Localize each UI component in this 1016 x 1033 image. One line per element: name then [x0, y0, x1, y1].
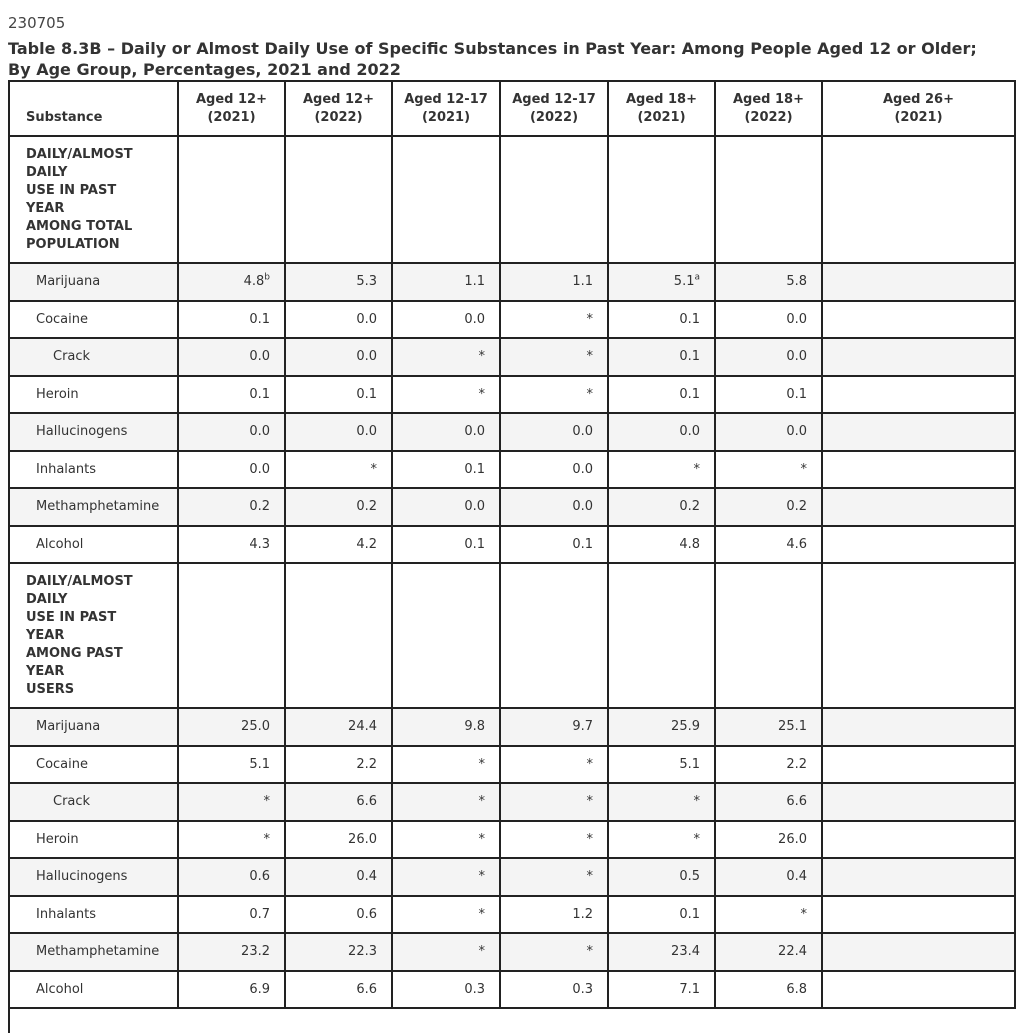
table-row	[9, 413, 1015, 451]
empty-cell	[822, 563, 1015, 708]
value-cell	[392, 488, 500, 526]
substance-cell: Heroin	[9, 376, 178, 414]
value-cell	[608, 488, 715, 526]
value: 0.2	[679, 499, 700, 515]
table-title-line2: By Age Group, Percentages, 2021 and 2022	[8, 60, 401, 79]
value: 0.0	[786, 311, 807, 327]
value-cell	[608, 821, 715, 859]
value: 0.0	[679, 424, 700, 440]
empty-cell	[608, 563, 715, 708]
value-cell	[392, 301, 500, 339]
table-row	[9, 821, 1015, 859]
value: *	[586, 756, 593, 772]
column-header-year: (2022)	[529, 109, 579, 125]
value-cell	[608, 526, 715, 564]
table-row	[9, 338, 1015, 376]
value-cell	[285, 526, 392, 564]
value-cell	[715, 488, 822, 526]
value-cell	[822, 821, 1015, 859]
value: 0.7	[249, 906, 270, 922]
value-cell	[608, 746, 715, 784]
value-cell	[822, 783, 1015, 821]
value-cell	[285, 708, 392, 746]
section-label-line: DAILY/ALMOST	[26, 574, 133, 589]
value-cell	[392, 821, 500, 859]
document-id: 230705	[8, 14, 66, 32]
value-cell	[392, 708, 500, 746]
value: 26.0	[778, 831, 807, 847]
value-cell	[715, 376, 822, 414]
value: 2.2	[356, 756, 377, 772]
value: 22.3	[348, 944, 377, 960]
value-cell	[608, 708, 715, 746]
column-header	[178, 81, 285, 136]
value: 0.1	[249, 311, 270, 327]
empty-cell	[500, 136, 608, 263]
value-cell	[500, 301, 608, 339]
column-header-year: (2021)	[421, 109, 471, 125]
table-row	[9, 896, 1015, 934]
column-header-group: Aged 18+	[733, 91, 804, 107]
column-header-group: Aged 12+	[196, 91, 267, 107]
value-cell	[178, 896, 285, 934]
value-cell	[285, 488, 392, 526]
substance-cell: Alcohol	[9, 971, 178, 1009]
substance-cell: Alcohol	[9, 526, 178, 564]
value: *	[800, 461, 807, 477]
empty-cell	[392, 563, 500, 708]
value-cell	[392, 376, 500, 414]
value: 0.2	[356, 499, 377, 515]
value: *	[478, 794, 485, 810]
data-table	[8, 80, 1016, 1009]
value: *	[586, 349, 593, 365]
value-cell	[178, 263, 285, 301]
substance-cell: Crack	[9, 783, 178, 821]
column-header-year: (2022)	[744, 109, 793, 125]
value: 23.2	[241, 944, 270, 960]
value: 5.1	[679, 756, 700, 772]
value-cell	[500, 488, 608, 526]
column-header-group: Aged 12-17	[512, 91, 596, 107]
value-cell	[285, 376, 392, 414]
empty-cell	[608, 136, 715, 263]
value-cell	[715, 858, 822, 896]
empty-cell	[715, 563, 822, 708]
table-row	[9, 746, 1015, 784]
substance-cell: Hallucinogens	[9, 413, 178, 451]
value-cell	[608, 376, 715, 414]
column-header	[822, 81, 1015, 136]
footnote-marker: a	[694, 272, 700, 283]
value-cell	[500, 413, 608, 451]
value: *	[263, 831, 270, 847]
value: 0.2	[786, 499, 807, 515]
value: 0.0	[572, 424, 593, 440]
value-cell	[715, 933, 822, 971]
value-cell	[608, 338, 715, 376]
value: 4.2	[356, 536, 377, 552]
value: 0.1	[679, 906, 700, 922]
value-cell	[822, 526, 1015, 564]
value-cell	[608, 413, 715, 451]
value: 0.4	[786, 869, 807, 885]
value: 0.6	[249, 869, 270, 885]
value-cell	[392, 451, 500, 489]
substance-cell: Cocaine	[9, 301, 178, 339]
column-header-group: Aged 12-17	[404, 91, 488, 107]
section-label-line: DAILY	[26, 592, 68, 607]
empty-cell	[392, 136, 500, 263]
substance-cell: Methamphetamine	[9, 933, 178, 971]
value-cell	[500, 896, 608, 934]
value-cell	[178, 708, 285, 746]
value: 0.1	[249, 386, 270, 402]
value: *	[478, 906, 485, 922]
substance-cell: Heroin	[9, 821, 178, 859]
value-cell	[715, 783, 822, 821]
column-header	[285, 81, 392, 136]
value: *	[800, 906, 807, 922]
value: 4.8	[243, 274, 265, 290]
value: 0.1	[464, 461, 485, 477]
value-cell	[392, 746, 500, 784]
table-row	[9, 858, 1015, 896]
value: *	[693, 831, 700, 847]
value-cell	[608, 896, 715, 934]
column-header-group: Aged 12+	[303, 91, 374, 107]
table-row	[9, 301, 1015, 339]
value: 5.3	[356, 274, 377, 290]
value-cell	[500, 821, 608, 859]
value-cell	[715, 301, 822, 339]
value: 6.9	[249, 981, 270, 997]
value: 7.1	[679, 981, 700, 997]
value-cell	[285, 821, 392, 859]
value-cell	[500, 526, 608, 564]
value-cell	[500, 783, 608, 821]
value-cell	[178, 783, 285, 821]
value: 0.0	[572, 461, 593, 477]
substance-cell: Inhalants	[9, 451, 178, 489]
value: 0.0	[786, 349, 807, 365]
value: *	[478, 349, 485, 365]
value: 0.1	[356, 386, 377, 402]
value: 1.1	[464, 274, 485, 290]
value-cell	[178, 821, 285, 859]
value-cell	[822, 933, 1015, 971]
value: 0.0	[356, 424, 377, 440]
section-label-line: YEAR	[26, 664, 65, 679]
value: *	[478, 831, 485, 847]
value: 0.1	[464, 536, 485, 552]
section-header-row	[9, 136, 1015, 263]
value-cell	[285, 783, 392, 821]
value: 0.1	[572, 536, 593, 552]
value-cell	[715, 708, 822, 746]
value-cell	[178, 376, 285, 414]
data-table-container[interactable]	[8, 80, 954, 1024]
value: 1.2	[572, 906, 593, 922]
value-cell	[392, 413, 500, 451]
value: 6.6	[786, 794, 807, 810]
empty-cell	[178, 136, 285, 263]
table-row	[9, 451, 1015, 489]
value-cell	[500, 708, 608, 746]
empty-cell	[285, 563, 392, 708]
value: 9.8	[464, 719, 485, 735]
table-row	[9, 783, 1015, 821]
column-header-year: (2022)	[314, 109, 363, 125]
value: 0.0	[249, 349, 270, 365]
column-header-substance	[9, 81, 178, 136]
value-cell	[715, 263, 822, 301]
value-cell	[608, 858, 715, 896]
substance-cell: Methamphetamine	[9, 488, 178, 526]
value-cell	[608, 783, 715, 821]
value: 0.1	[786, 386, 807, 402]
empty-cell	[822, 136, 1015, 263]
value-cell	[500, 376, 608, 414]
substance-cell: Marijuana	[9, 708, 178, 746]
value-cell	[178, 451, 285, 489]
value-cell	[822, 263, 1015, 301]
value: 0.3	[464, 981, 485, 997]
value: 0.2	[249, 499, 270, 515]
value: 4.6	[786, 536, 807, 552]
section-label-line: USE IN PAST	[26, 183, 117, 198]
value: 0.6	[356, 906, 377, 922]
value-cell	[178, 746, 285, 784]
empty-cell	[500, 563, 608, 708]
value: 0.1	[679, 311, 700, 327]
value-cell	[285, 413, 392, 451]
value: 9.7	[572, 719, 593, 735]
value-cell	[715, 526, 822, 564]
value-cell	[285, 451, 392, 489]
value-cell	[285, 301, 392, 339]
value: 0.1	[679, 386, 700, 402]
value-cell	[500, 263, 608, 301]
substance-cell: Inhalants	[9, 896, 178, 934]
value: 0.0	[249, 461, 270, 477]
section-label-line: YEAR	[26, 628, 65, 643]
value-cell	[178, 858, 285, 896]
value-cell	[608, 451, 715, 489]
value-cell	[392, 783, 500, 821]
value: *	[586, 831, 593, 847]
table-row	[9, 263, 1015, 301]
value: 0.4	[356, 869, 377, 885]
value-cell	[822, 376, 1015, 414]
value-cell	[822, 413, 1015, 451]
value-cell	[392, 338, 500, 376]
section-label-line: USERS	[26, 682, 75, 697]
value: *	[586, 386, 593, 402]
column-header	[715, 81, 822, 136]
value-cell	[500, 451, 608, 489]
section-label-line: AMONG PAST	[26, 646, 123, 661]
substance-cell: Crack	[9, 338, 178, 376]
value-cell	[500, 338, 608, 376]
value: 0.0	[572, 499, 593, 515]
value: 0.0	[356, 311, 377, 327]
footnote-marker: b	[264, 272, 270, 283]
value: 0.0	[464, 311, 485, 327]
value: 5.8	[786, 274, 807, 290]
value-cell	[822, 301, 1015, 339]
value-cell	[392, 858, 500, 896]
table-row	[9, 376, 1015, 414]
value: 0.0	[249, 424, 270, 440]
value-cell	[715, 451, 822, 489]
section-label-line: POPULATION	[26, 237, 120, 252]
footnote-area	[8, 1003, 874, 1033]
value-cell	[822, 746, 1015, 784]
value: *	[586, 794, 593, 810]
value: 0.3	[572, 981, 593, 997]
value-cell	[500, 858, 608, 896]
value: 5.1	[673, 274, 695, 290]
section-header-row	[9, 563, 1015, 708]
table-row	[9, 708, 1015, 746]
section-label	[9, 563, 178, 708]
value: *	[478, 869, 485, 885]
table-body	[9, 136, 1015, 1008]
value: 25.0	[241, 719, 270, 735]
value-cell	[715, 896, 822, 934]
column-header-label: Substance	[26, 110, 103, 125]
value-cell	[822, 896, 1015, 934]
value-cell	[285, 896, 392, 934]
value-cell	[178, 413, 285, 451]
value: 0.0	[464, 499, 485, 515]
section-label-line: AMONG TOTAL	[26, 219, 133, 234]
value-cell	[178, 488, 285, 526]
value-cell	[500, 933, 608, 971]
value: 24.4	[348, 719, 377, 735]
value-cell	[178, 338, 285, 376]
value-cell	[608, 263, 715, 301]
value-cell	[285, 338, 392, 376]
value-cell	[822, 858, 1015, 896]
value: 0.1	[679, 349, 700, 365]
value-cell	[285, 263, 392, 301]
section-label-line: USE IN PAST	[26, 610, 117, 625]
value: *	[370, 461, 377, 477]
value-cell	[715, 821, 822, 859]
table-row	[9, 526, 1015, 564]
value: *	[586, 311, 593, 327]
value-cell	[392, 263, 500, 301]
empty-cell	[715, 136, 822, 263]
value: 0.0	[464, 424, 485, 440]
value: 6.8	[786, 981, 807, 997]
column-header-group: Aged 26+	[883, 91, 954, 107]
column-header-year: (2021)	[207, 109, 256, 125]
substance-cell: Hallucinogens	[9, 858, 178, 896]
value: *	[478, 944, 485, 960]
header-row	[9, 81, 1015, 136]
section-label-line: YEAR	[26, 201, 65, 216]
value-cell	[178, 301, 285, 339]
value: 0.0	[786, 424, 807, 440]
value-cell	[608, 301, 715, 339]
value: 26.0	[348, 831, 377, 847]
value-cell	[715, 413, 822, 451]
value-cell	[822, 488, 1015, 526]
value: 6.6	[356, 981, 377, 997]
value: 23.4	[671, 944, 700, 960]
value-cell	[822, 338, 1015, 376]
value-cell	[715, 338, 822, 376]
value: 2.2	[786, 756, 807, 772]
value: *	[693, 794, 700, 810]
value: *	[478, 756, 485, 772]
empty-cell	[285, 136, 392, 263]
section-label	[9, 136, 178, 263]
value-cell	[822, 451, 1015, 489]
value: 25.1	[778, 719, 807, 735]
substance-cell: Marijuana	[9, 263, 178, 301]
column-header-group: Aged 18+	[626, 91, 697, 107]
value-cell	[285, 746, 392, 784]
column-header-year: (2021)	[894, 109, 943, 125]
column-header	[392, 81, 500, 136]
value-cell	[500, 746, 608, 784]
table-title-line1: Table 8.3B – Daily or Almost Daily Use of Specific Substances in Past Year: Among People Aged 12 or Older;	[8, 39, 977, 58]
table-row	[9, 488, 1015, 526]
value: *	[693, 461, 700, 477]
table-title	[8, 38, 977, 80]
value: 1.1	[572, 274, 593, 290]
column-header-year: (2021)	[637, 109, 686, 125]
value-cell	[822, 708, 1015, 746]
section-label-line: DAILY/ALMOST	[26, 147, 133, 162]
value-cell	[392, 933, 500, 971]
value: 5.1	[249, 756, 270, 772]
column-header	[608, 81, 715, 136]
value: *	[263, 794, 270, 810]
value: *	[586, 869, 593, 885]
substance-cell: Cocaine	[9, 746, 178, 784]
value-cell	[715, 746, 822, 784]
value-cell	[392, 896, 500, 934]
value-cell	[285, 933, 392, 971]
value: *	[586, 944, 593, 960]
value: 4.8	[679, 536, 700, 552]
section-label-line: DAILY	[26, 165, 68, 180]
value: 22.4	[778, 944, 807, 960]
value-cell	[178, 933, 285, 971]
value-cell	[285, 858, 392, 896]
value-cell	[608, 933, 715, 971]
value-cell	[178, 526, 285, 564]
value: 6.6	[356, 794, 377, 810]
table-row	[9, 933, 1015, 971]
value: 0.0	[356, 349, 377, 365]
value: *	[478, 386, 485, 402]
column-header	[500, 81, 608, 136]
value-cell	[392, 526, 500, 564]
value: 0.5	[679, 869, 700, 885]
value: 25.9	[671, 719, 700, 735]
value: 4.3	[249, 536, 270, 552]
empty-cell	[178, 563, 285, 708]
